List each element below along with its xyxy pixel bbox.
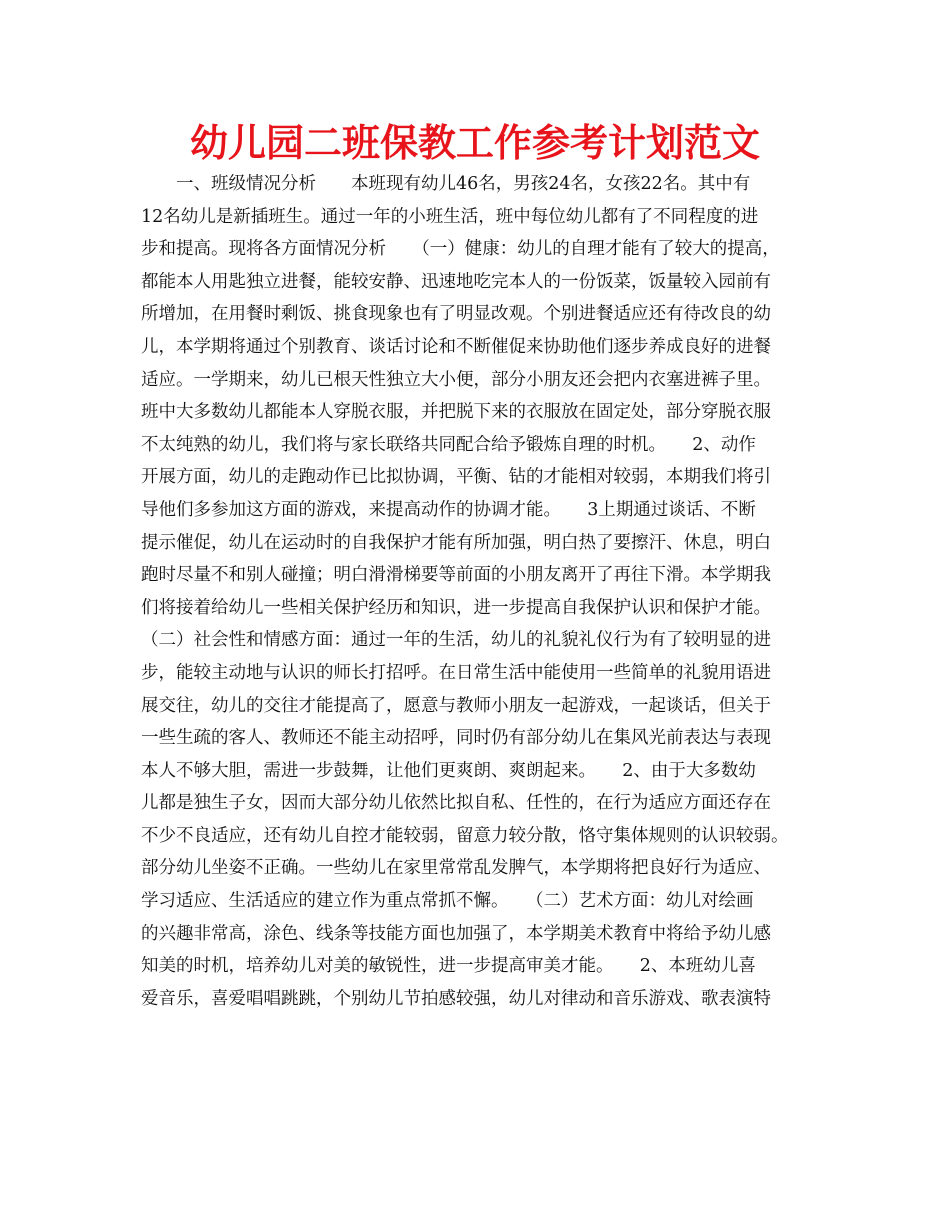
document-title: 幼儿园二班保教工作参考计划范文	[189, 121, 760, 165]
body-line: 导他们多参加这方面的游戏，来提高动作的协调才能。 3上期通过谈话、不断	[141, 499, 756, 520]
body-line: 的兴趣非常高，涂色、线条等技能方面也加强了，本学期美术教育中将给予幼儿感	[141, 923, 771, 944]
body-line: 不太纯熟的幼儿，我们将与家长联络共同配合给予锻炼自理的时机。 2、动作	[141, 434, 756, 455]
body-line: 儿都是独生子女，因而大部分幼儿依然比拟自私、任性的，在行为适应方面还存在	[141, 793, 771, 814]
body-line: 所增加，在用餐时剩饭、挑食现象也有了明显改观。个别进餐适应还有待改良的幼	[141, 304, 771, 325]
body-line: 一些生疏的客人、教师还不能主动招呼，同时仍有部分幼儿在集风光前表达与表现	[141, 728, 771, 749]
document-body	[141, 168, 831, 1015]
body-line: 本人不够大胆，需进一步鼓舞，让他们更爽朗、爽朗起来。 2、由于大多数幼	[141, 760, 756, 781]
body-line: 12名幼儿是新插班生。通过一年的小班生活，班中每位幼儿都有了不同程度的进	[141, 206, 759, 227]
body-line: 班中大多数幼儿都能本人穿脱衣服，并把脱下来的衣服放在固定处，部分穿脱衣服	[141, 402, 771, 423]
body-line: 们将接着给幼儿一些相关保护经历和知识，进一步提高自我保护认识和保护才能。	[141, 597, 771, 618]
body-line: 知美的时机，培养幼儿对美的敏锐性，进一步提高审美才能。 2、本班幼儿喜	[141, 956, 756, 977]
body-line: 部分幼儿坐姿不正确。一些幼儿在家里常常乱发脾气，本学期将把良好行为适应、	[141, 858, 771, 879]
body-line: 一、班级情况分析 本班现有幼儿46名，男孩24名，女孩22名。其中有	[141, 174, 751, 194]
body-line: 爱音乐，喜爱唱唱跳跳，个别幼儿节拍感较强，幼儿对律动和音乐游戏、歌表演特	[141, 988, 771, 1009]
body-line: （二）社会性和情感方面：通过一年的生活，幼儿的礼貌礼仪行为有了较明显的进	[141, 630, 771, 651]
body-line: 展交往，幼儿的交往才能提高了，愿意与教师小朋友一起游戏，一起谈话，但关于	[141, 695, 771, 716]
body-line: 都能本人用匙独立进餐，能较安静、迅速地吃完本人的一份饭菜，饭量较入园前有	[141, 271, 771, 292]
body-line: 步，能较主动地与认识的师长打招呼。在日常生活中能使用一些简单的礼貌用语进	[141, 662, 771, 683]
body-line: 提示催促，幼儿在运动时的自我保护才能有所加强，明白热了要擦汗、休息，明白	[141, 532, 771, 553]
body-line: 开展方面，幼儿的走跑动作已比拟协调，平衡、钻的才能相对较弱，本期我们将引	[141, 467, 771, 488]
body-line: 不少不良适应，还有幼儿自控才能较弱，留意力较分散，恪守集体规则的认识较弱。	[141, 825, 789, 846]
body-line: 跑时尽量不和别人碰撞；明白滑滑梯要等前面的小朋友离开了再往下滑。本学期我	[141, 565, 771, 586]
body-line: 儿，本学期将通过个别教育、谈话讨论和不断催促来协助他们逐步养成良好的进餐	[141, 336, 771, 357]
body-line: 学习适应、生活适应的建立作为重点常抓不懈。 （二）艺术方面：幼儿对绘画	[141, 891, 754, 912]
body-line: 步和提高。现将各方面情况分析 （一）健康：幼儿的自理才能有了较大的提高，	[141, 239, 780, 260]
body-line: 适应。一学期来，幼儿已根天性独立大小便，部分小朋友还会把内衣塞进裤子里。	[141, 369, 771, 390]
